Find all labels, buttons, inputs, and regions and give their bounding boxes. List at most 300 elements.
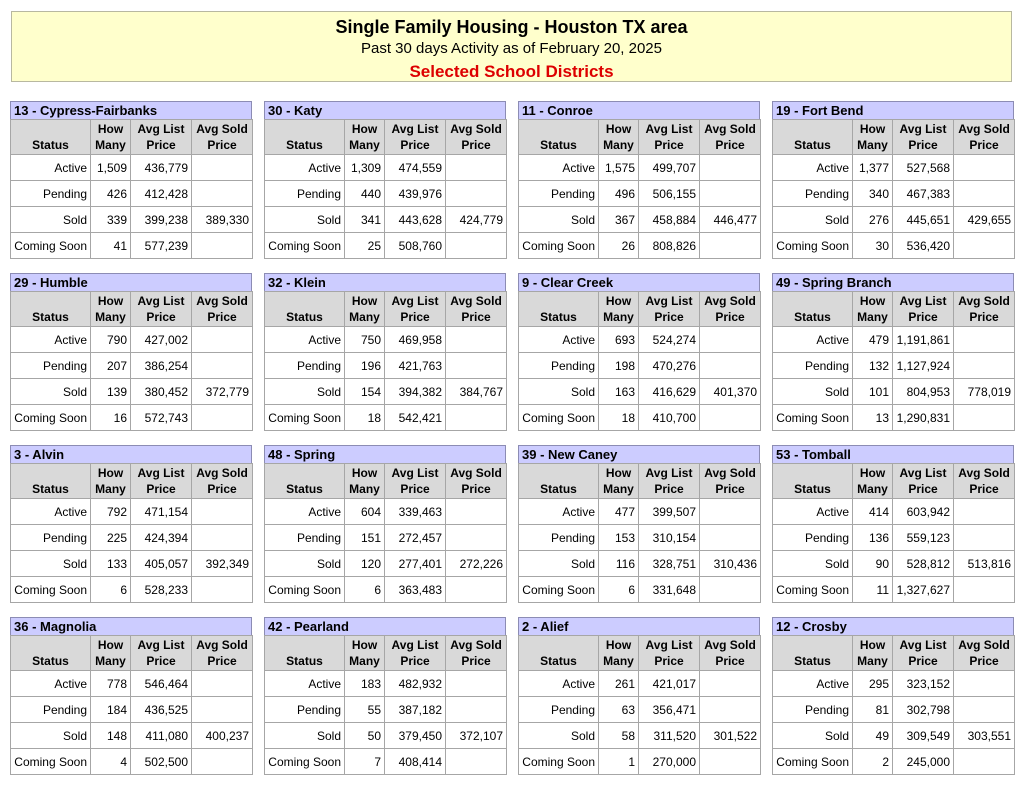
header-how-many-line2: Many <box>349 310 380 324</box>
cell-status: Coming Soon <box>265 749 345 775</box>
district-data-table <box>264 463 507 603</box>
header-avg-sold-line1: Avg Sold <box>196 294 248 308</box>
cell-status: Coming Soon <box>11 749 91 775</box>
cell-avg-sold: 372,779 <box>192 379 253 405</box>
cell-avg-list: 323,152 <box>893 671 954 697</box>
district-data-table <box>264 119 507 259</box>
header-how-many <box>91 292 131 327</box>
cell-status: Pending <box>265 525 345 551</box>
cell-status: Sold <box>773 379 853 405</box>
table-row <box>265 671 507 697</box>
cell-avg-sold <box>954 697 1015 723</box>
cell-avg-list: 245,000 <box>893 749 954 775</box>
header-avg-sold <box>446 120 507 155</box>
table-row <box>11 327 253 353</box>
cell-avg-list: 443,628 <box>385 207 446 233</box>
cell-avg-list: 405,057 <box>131 551 192 577</box>
header-how-many-line1: How <box>351 294 378 308</box>
table-row <box>773 155 1015 181</box>
cell-avg-sold <box>192 233 253 259</box>
district-name: 42 - Pearland <box>264 617 506 635</box>
header-status: Status <box>265 636 345 671</box>
cell-status: Coming Soon <box>11 233 91 259</box>
header-avg-sold-line2: Price <box>207 654 237 668</box>
report-title: Single Family Housing - Houston TX area <box>335 17 688 37</box>
cell-avg-list: 1,127,924 <box>893 353 954 379</box>
table-row <box>11 353 253 379</box>
header-avg-sold-line1: Avg Sold <box>450 638 502 652</box>
cell-status: Pending <box>265 697 345 723</box>
cell-avg-sold: 513,816 <box>954 551 1015 577</box>
header-avg-sold-line2: Price <box>715 482 745 496</box>
table-row <box>519 499 761 525</box>
header-avg-sold-line1: Avg Sold <box>958 638 1010 652</box>
cell-avg-list: 506,155 <box>639 181 700 207</box>
header-avg-sold <box>192 636 253 671</box>
table-row <box>519 723 761 749</box>
cell-avg-list: 412,428 <box>131 181 192 207</box>
cell-how-many: 163 <box>599 379 639 405</box>
cell-how-many: 750 <box>345 327 385 353</box>
cell-avg-list: 458,884 <box>639 207 700 233</box>
header-avg-list <box>131 292 192 327</box>
header-avg-list-line1: Avg List <box>391 122 439 136</box>
table-row <box>773 551 1015 577</box>
header-how-many-line2: Many <box>349 482 380 496</box>
cell-avg-sold <box>954 327 1015 353</box>
header-status: Status <box>773 464 853 499</box>
table-row <box>11 181 253 207</box>
district-name: 12 - Crosby <box>772 617 1014 635</box>
cell-avg-list: 546,464 <box>131 671 192 697</box>
cell-how-many: 295 <box>853 671 893 697</box>
cell-avg-list: 528,233 <box>131 577 192 603</box>
table-row <box>265 405 507 431</box>
cell-how-many: 1,509 <box>91 155 131 181</box>
cell-status: Coming Soon <box>265 233 345 259</box>
cell-how-many: 1,575 <box>599 155 639 181</box>
column-header-row <box>519 636 761 671</box>
cell-how-many: 261 <box>599 671 639 697</box>
cell-avg-sold <box>192 697 253 723</box>
cell-status: Pending <box>11 181 91 207</box>
cell-avg-sold <box>954 671 1015 697</box>
district-table <box>518 273 760 431</box>
header-how-many-line1: How <box>97 638 124 652</box>
cell-status: Sold <box>773 207 853 233</box>
cell-how-many: 18 <box>345 405 385 431</box>
header-status: Status <box>265 464 345 499</box>
header-avg-list-line1: Avg List <box>899 466 947 480</box>
cell-avg-sold <box>954 577 1015 603</box>
cell-avg-sold <box>446 671 507 697</box>
cell-avg-sold <box>446 749 507 775</box>
cell-avg-sold <box>192 671 253 697</box>
header-avg-list <box>131 464 192 499</box>
header-avg-sold-line1: Avg Sold <box>196 466 248 480</box>
cell-avg-sold: 778,019 <box>954 379 1015 405</box>
header-avg-list-line1: Avg List <box>137 294 185 308</box>
cell-avg-sold <box>700 327 761 353</box>
header-avg-sold-line1: Avg Sold <box>450 294 502 308</box>
cell-how-many: 116 <box>599 551 639 577</box>
cell-status: Pending <box>11 353 91 379</box>
header-avg-list-line2: Price <box>654 310 684 324</box>
cell-avg-list: 536,420 <box>893 233 954 259</box>
cell-avg-sold <box>192 405 253 431</box>
cell-status: Sold <box>265 723 345 749</box>
header-avg-list-line2: Price <box>146 310 176 324</box>
column-header-row <box>519 120 761 155</box>
header-avg-sold <box>954 464 1015 499</box>
district-name: 39 - New Caney <box>518 445 760 463</box>
header-avg-sold <box>700 636 761 671</box>
header-how-many <box>853 292 893 327</box>
cell-how-many: 120 <box>345 551 385 577</box>
header-how-many-line2: Many <box>857 482 888 496</box>
table-row <box>519 181 761 207</box>
district-data-table <box>10 291 253 431</box>
header-avg-list-line2: Price <box>400 138 430 152</box>
column-header-row <box>773 292 1015 327</box>
table-row <box>773 499 1015 525</box>
header-status: Status <box>519 120 599 155</box>
cell-status: Coming Soon <box>11 577 91 603</box>
table-row <box>773 671 1015 697</box>
column-header-row <box>265 120 507 155</box>
header-avg-list <box>385 464 446 499</box>
table-row <box>519 671 761 697</box>
district-name: 30 - Katy <box>264 101 506 119</box>
cell-status: Coming Soon <box>265 405 345 431</box>
cell-avg-list: 272,457 <box>385 525 446 551</box>
cell-how-many: 55 <box>345 697 385 723</box>
cell-avg-list: 411,080 <box>131 723 192 749</box>
cell-avg-list: 421,017 <box>639 671 700 697</box>
header-how-many <box>599 292 639 327</box>
header-avg-sold-line1: Avg Sold <box>704 638 756 652</box>
cell-avg-sold <box>446 353 507 379</box>
table-row <box>519 353 761 379</box>
district-data-table <box>772 119 1015 259</box>
table-row <box>773 577 1015 603</box>
table-row <box>265 233 507 259</box>
table-row <box>773 327 1015 353</box>
table-row <box>519 577 761 603</box>
cell-how-many: 2 <box>853 749 893 775</box>
header-how-many-line2: Many <box>95 482 126 496</box>
cell-status: Sold <box>11 207 91 233</box>
cell-avg-list: 470,276 <box>639 353 700 379</box>
table-row <box>11 525 253 551</box>
header-how-many-line2: Many <box>603 138 634 152</box>
district-name: 13 - Cypress-Fairbanks <box>10 101 252 119</box>
table-row <box>519 233 761 259</box>
header-avg-list-line2: Price <box>146 138 176 152</box>
table-row <box>265 379 507 405</box>
header-how-many-line1: How <box>859 638 886 652</box>
cell-avg-sold <box>446 327 507 353</box>
cell-how-many: 41 <box>91 233 131 259</box>
table-row <box>11 207 253 233</box>
cell-avg-list: 310,154 <box>639 525 700 551</box>
header-avg-list-line1: Avg List <box>645 466 693 480</box>
header-avg-list <box>893 464 954 499</box>
header-how-many-line2: Many <box>349 138 380 152</box>
district-name: 53 - Tomball <box>772 445 1014 463</box>
cell-how-many: 30 <box>853 233 893 259</box>
cell-avg-sold <box>700 405 761 431</box>
column-header-row <box>519 464 761 499</box>
header-status: Status <box>519 292 599 327</box>
cell-avg-sold <box>192 577 253 603</box>
header-how-many-line1: How <box>605 638 632 652</box>
header-avg-sold-line2: Price <box>461 138 491 152</box>
cell-how-many: 340 <box>853 181 893 207</box>
header-avg-sold <box>700 464 761 499</box>
cell-how-many: 148 <box>91 723 131 749</box>
district-name: 11 - Conroe <box>518 101 760 119</box>
cell-how-many: 367 <box>599 207 639 233</box>
cell-avg-sold: 272,226 <box>446 551 507 577</box>
district-table <box>264 273 506 431</box>
header-status: Status <box>519 464 599 499</box>
header-avg-sold <box>192 292 253 327</box>
table-row <box>265 577 507 603</box>
cell-avg-list: 421,763 <box>385 353 446 379</box>
cell-avg-list: 427,002 <box>131 327 192 353</box>
header-avg-list <box>639 636 700 671</box>
cell-avg-sold <box>192 155 253 181</box>
header-avg-list-line1: Avg List <box>391 466 439 480</box>
column-header-row <box>773 464 1015 499</box>
header-how-many-line1: How <box>859 466 886 480</box>
cell-how-many: 426 <box>91 181 131 207</box>
header-avg-sold-line2: Price <box>207 482 237 496</box>
header-avg-sold-line2: Price <box>207 138 237 152</box>
section-label: Selected School Districts <box>409 62 614 81</box>
cell-status: Sold <box>773 551 853 577</box>
header-how-many <box>345 464 385 499</box>
cell-how-many: 132 <box>853 353 893 379</box>
cell-avg-list: 559,123 <box>893 525 954 551</box>
cell-how-many: 1,377 <box>853 155 893 181</box>
table-row <box>11 577 253 603</box>
column-header-row <box>519 292 761 327</box>
table-row <box>265 155 507 181</box>
district-data-table <box>518 463 761 603</box>
cell-how-many: 790 <box>91 327 131 353</box>
cell-how-many: 339 <box>91 207 131 233</box>
header-avg-sold <box>446 464 507 499</box>
cell-avg-list: 804,953 <box>893 379 954 405</box>
cell-status: Coming Soon <box>773 577 853 603</box>
cell-avg-list: 399,238 <box>131 207 192 233</box>
cell-status: Active <box>773 499 853 525</box>
header-avg-sold-line2: Price <box>969 654 999 668</box>
cell-avg-sold <box>192 525 253 551</box>
table-row <box>11 405 253 431</box>
cell-avg-list: 471,154 <box>131 499 192 525</box>
table-row <box>11 749 253 775</box>
district-data-table <box>518 291 761 431</box>
cell-status: Pending <box>773 181 853 207</box>
table-row <box>519 697 761 723</box>
cell-how-many: 496 <box>599 181 639 207</box>
cell-how-many: 477 <box>599 499 639 525</box>
district-table <box>10 445 252 603</box>
district-data-table <box>518 119 761 259</box>
cell-avg-sold: 384,767 <box>446 379 507 405</box>
district-data-table <box>10 119 253 259</box>
header-how-many-line1: How <box>859 122 886 136</box>
cell-avg-list: 499,707 <box>639 155 700 181</box>
header-avg-sold-line1: Avg Sold <box>958 466 1010 480</box>
table-row <box>11 155 253 181</box>
cell-status: Pending <box>773 353 853 379</box>
table-row <box>265 551 507 577</box>
cell-avg-list: 474,559 <box>385 155 446 181</box>
cell-avg-list: 467,383 <box>893 181 954 207</box>
header-avg-sold <box>954 636 1015 671</box>
table-row <box>265 749 507 775</box>
header-avg-list <box>385 120 446 155</box>
cell-avg-list: 436,779 <box>131 155 192 181</box>
header-avg-sold <box>700 292 761 327</box>
table-row <box>519 405 761 431</box>
district-name: 9 - Clear Creek <box>518 273 760 291</box>
column-header-row <box>265 636 507 671</box>
header-how-many-line2: Many <box>349 654 380 668</box>
cell-avg-list: 524,274 <box>639 327 700 353</box>
table-row <box>773 723 1015 749</box>
district-table <box>772 273 1014 431</box>
cell-how-many: 90 <box>853 551 893 577</box>
district-table <box>518 101 760 259</box>
cell-how-many: 18 <box>599 405 639 431</box>
cell-how-many: 26 <box>599 233 639 259</box>
cell-how-many: 101 <box>853 379 893 405</box>
header-how-many <box>345 292 385 327</box>
cell-status: Active <box>265 671 345 697</box>
cell-status: Sold <box>11 551 91 577</box>
cell-avg-list: 603,942 <box>893 499 954 525</box>
header-status: Status <box>773 120 853 155</box>
cell-how-many: 153 <box>599 525 639 551</box>
cell-avg-sold <box>446 577 507 603</box>
header-avg-list-line2: Price <box>146 482 176 496</box>
district-name: 3 - Alvin <box>10 445 252 463</box>
cell-avg-list: 439,976 <box>385 181 446 207</box>
header-how-many-line1: How <box>605 122 632 136</box>
header-how-many-line2: Many <box>857 138 888 152</box>
district-table <box>772 445 1014 603</box>
header-how-many-line1: How <box>605 294 632 308</box>
table-row <box>773 233 1015 259</box>
header-avg-list <box>385 292 446 327</box>
header-how-many-line1: How <box>351 122 378 136</box>
cell-how-many: 139 <box>91 379 131 405</box>
district-data-table <box>772 291 1015 431</box>
cell-how-many: 4 <box>91 749 131 775</box>
district-data-table <box>264 291 507 431</box>
header-avg-list-line1: Avg List <box>137 466 185 480</box>
cell-avg-sold: 392,349 <box>192 551 253 577</box>
cell-avg-list: 436,525 <box>131 697 192 723</box>
header-how-many <box>853 464 893 499</box>
cell-how-many: 6 <box>599 577 639 603</box>
header-avg-sold-line1: Avg Sold <box>704 294 756 308</box>
column-header-row <box>11 464 253 499</box>
cell-avg-sold: 446,477 <box>700 207 761 233</box>
header-avg-list <box>639 120 700 155</box>
header-how-many-line1: How <box>97 294 124 308</box>
header-avg-list-line2: Price <box>908 654 938 668</box>
cell-avg-sold <box>446 233 507 259</box>
cell-status: Sold <box>519 379 599 405</box>
column-header-row <box>773 120 1015 155</box>
district-table <box>772 617 1014 775</box>
district-data-table <box>10 463 253 603</box>
header-avg-list <box>893 292 954 327</box>
cell-how-many: 25 <box>345 233 385 259</box>
header-how-many-line2: Many <box>603 482 634 496</box>
district-name: 2 - Alief <box>518 617 760 635</box>
table-row <box>11 551 253 577</box>
cell-avg-sold <box>954 353 1015 379</box>
cell-status: Coming Soon <box>519 577 599 603</box>
cell-how-many: 154 <box>345 379 385 405</box>
cell-how-many: 414 <box>853 499 893 525</box>
header-avg-sold <box>446 292 507 327</box>
district-name: 36 - Magnolia <box>10 617 252 635</box>
cell-avg-sold <box>192 181 253 207</box>
header-avg-list <box>131 636 192 671</box>
header-avg-list-line2: Price <box>654 654 684 668</box>
cell-avg-list: 1,191,861 <box>893 327 954 353</box>
cell-status: Pending <box>265 181 345 207</box>
cell-avg-sold <box>700 697 761 723</box>
cell-how-many: 341 <box>345 207 385 233</box>
cell-avg-list: 416,629 <box>639 379 700 405</box>
cell-how-many: 207 <box>91 353 131 379</box>
district-name: 19 - Fort Bend <box>772 101 1014 119</box>
header-how-many <box>91 120 131 155</box>
cell-how-many: 11 <box>853 577 893 603</box>
cell-how-many: 276 <box>853 207 893 233</box>
district-name: 29 - Humble <box>10 273 252 291</box>
table-row <box>773 353 1015 379</box>
column-header-row <box>11 120 253 155</box>
cell-how-many: 479 <box>853 327 893 353</box>
table-row <box>11 233 253 259</box>
header-how-many-line2: Many <box>95 138 126 152</box>
cell-avg-sold: 429,655 <box>954 207 1015 233</box>
table-row <box>773 525 1015 551</box>
cell-how-many: 7 <box>345 749 385 775</box>
cell-avg-sold <box>192 749 253 775</box>
header-avg-sold <box>700 120 761 155</box>
header-how-many-line1: How <box>859 294 886 308</box>
cell-avg-sold <box>954 525 1015 551</box>
header-status: Status <box>519 636 599 671</box>
column-header-row <box>773 636 1015 671</box>
cell-avg-list: 277,401 <box>385 551 446 577</box>
cell-how-many: 6 <box>91 577 131 603</box>
cell-how-many: 133 <box>91 551 131 577</box>
cell-how-many: 81 <box>853 697 893 723</box>
cell-avg-sold: 372,107 <box>446 723 507 749</box>
